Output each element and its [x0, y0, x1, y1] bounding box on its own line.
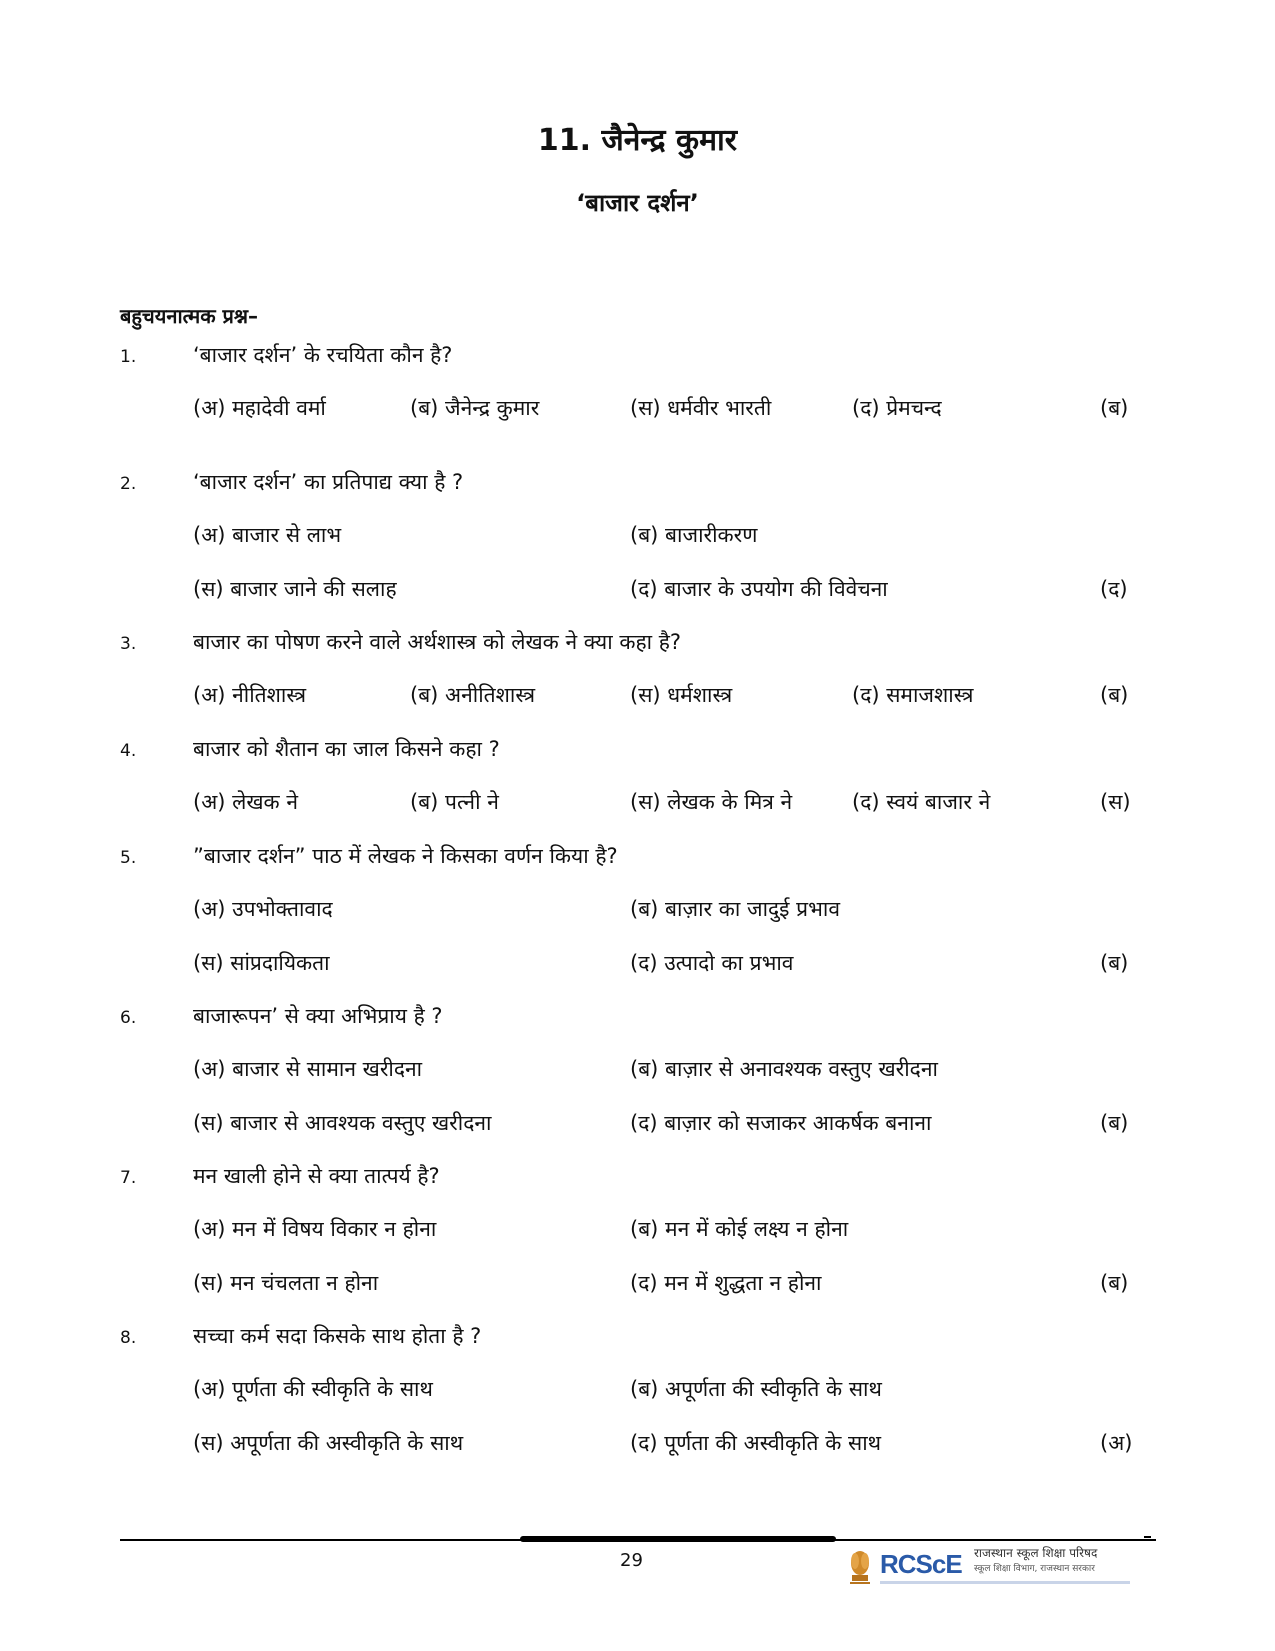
option-d: (द) बाजार के उपयोग की विवेचना [630, 577, 888, 601]
option-b: (ब) अपूर्णता की स्वीकृति के साथ [630, 1377, 882, 1401]
answer-key: (ब) [1100, 1271, 1129, 1295]
option-b: (ब) अनीतिशास्त्र [410, 683, 536, 707]
question-text: बाजार को शैतान का जाल किसने कहा ? [193, 737, 500, 761]
page-number: 29 [620, 1550, 643, 1571]
option-b: (ब) बाज़ार से अनावश्यक वस्तुए खरीदना [630, 1057, 938, 1081]
logo-org-name: राजस्थान स्कूल शिक्षा परिषद [974, 1546, 1098, 1560]
option-a: (अ) बाजार से सामान खरीदना [193, 1057, 423, 1081]
option-d: (द) बाज़ार को सजाकर आकर्षक बनाना [630, 1111, 932, 1135]
state-emblem-icon [846, 1545, 874, 1585]
footer-rule-accent [520, 1536, 836, 1542]
option-c: (स) धर्मवीर भारती [630, 396, 772, 420]
option-b: (ब) बाजारीकरण [630, 523, 758, 547]
question-number: 5. [120, 848, 137, 868]
answer-key: (ब) [1100, 683, 1129, 707]
logo-underline [880, 1581, 1130, 1584]
answer-key: (ब) [1100, 1111, 1129, 1135]
answer-key: (अ) [1100, 1431, 1133, 1455]
option-b: (ब) जैनेन्द्र कुमार [410, 396, 540, 420]
question-text: ”बाजार दर्शन” पाठ में लेखक ने किसका वर्णन किया है? [193, 844, 618, 868]
option-c: (स) धर्मशास्त्र [630, 683, 733, 707]
option-a: (अ) मन में विषय विकार न होना [193, 1217, 437, 1241]
logo-wordmark: RCScE [880, 1549, 962, 1579]
logo-caption [974, 1545, 1097, 1577]
option-a: (अ) उपभोक्तावाद [193, 897, 333, 921]
option-d: (द) पूर्णता की अस्वीकृति के साथ [630, 1431, 882, 1455]
question-number: 4. [120, 741, 137, 761]
option-a: (अ) महादेवी वर्मा [193, 396, 326, 420]
question-number: 3. [120, 634, 137, 654]
chapter-title: 11. जैनेन्द्र कुमार [537, 123, 738, 158]
chapter-subtitle: ‘बाजार दर्शन’ [576, 189, 699, 217]
option-d: (द) स्वयं बाजार ने [852, 790, 991, 814]
option-c: (स) बाजार से आवश्यक वस्तुए खरीदना [193, 1111, 492, 1135]
question-number: 1. [120, 347, 137, 367]
rcsce-logo [846, 1543, 1136, 1588]
option-a: (अ) बाजार से लाभ [193, 523, 342, 547]
option-b: (ब) पत्नी ने [410, 790, 499, 814]
option-c: (स) अपूर्णता की अस्वीकृति के साथ [193, 1431, 464, 1455]
option-d: (द) उत्पादो का प्रभाव [630, 951, 794, 975]
question-text: ‘बाजार दर्शन’ का प्रतिपाद्य क्या है ? [193, 470, 464, 494]
question-number: 7. [120, 1168, 137, 1188]
footer-dash [1144, 1536, 1151, 1538]
option-a: (अ) पूर्णता की स्वीकृति के साथ [193, 1377, 433, 1401]
answer-key: (द) [1100, 577, 1128, 601]
question-text: बाजारूपन’ से क्या अभिप्राय है ? [193, 1004, 443, 1028]
option-a: (अ) नीतिशास्त्र [193, 683, 307, 707]
option-d: (द) समाजशास्त्र [852, 683, 974, 707]
question-text: बाजार का पोषण करने वाले अर्थशास्त्र को लेखक ने क्या कहा है? [193, 630, 682, 654]
question-text: ‘बाजार दर्शन’ के रचयिता कौन है? [193, 343, 453, 367]
question-text: मन खाली होने से क्या तात्पर्य है? [193, 1164, 440, 1188]
logo-org-subtitle: स्कूल शिक्षा विभाग, राजस्थान सरकार [974, 1564, 1095, 1574]
option-c: (स) लेखक के मित्र ने [630, 790, 793, 814]
option-c: (स) बाजार जाने की सलाह [193, 577, 397, 601]
option-d: (द) मन में शुद्धता न होना [630, 1271, 822, 1295]
answer-key: (स) [1100, 790, 1131, 814]
option-d: (द) प्रेमचन्द [852, 396, 942, 420]
question-text: सच्चा कर्म सदा किसके साथ होता है ? [193, 1324, 482, 1348]
section-heading: बहुचयनात्मक प्रश्न– [120, 304, 259, 328]
question-number: 2. [120, 474, 137, 494]
answer-key: (ब) [1100, 396, 1129, 420]
option-c: (स) सांप्रदायिकता [193, 951, 330, 975]
option-b: (ब) मन में कोई लक्ष्य न होना [630, 1217, 849, 1241]
option-b: (ब) बाज़ार का जादुई प्रभाव [630, 897, 840, 921]
question-number: 6. [120, 1008, 137, 1028]
question-number: 8. [120, 1328, 137, 1348]
option-c: (स) मन चंचलता न होना [193, 1271, 379, 1295]
option-a: (अ) लेखक ने [193, 790, 298, 814]
answer-key: (ब) [1100, 951, 1129, 975]
